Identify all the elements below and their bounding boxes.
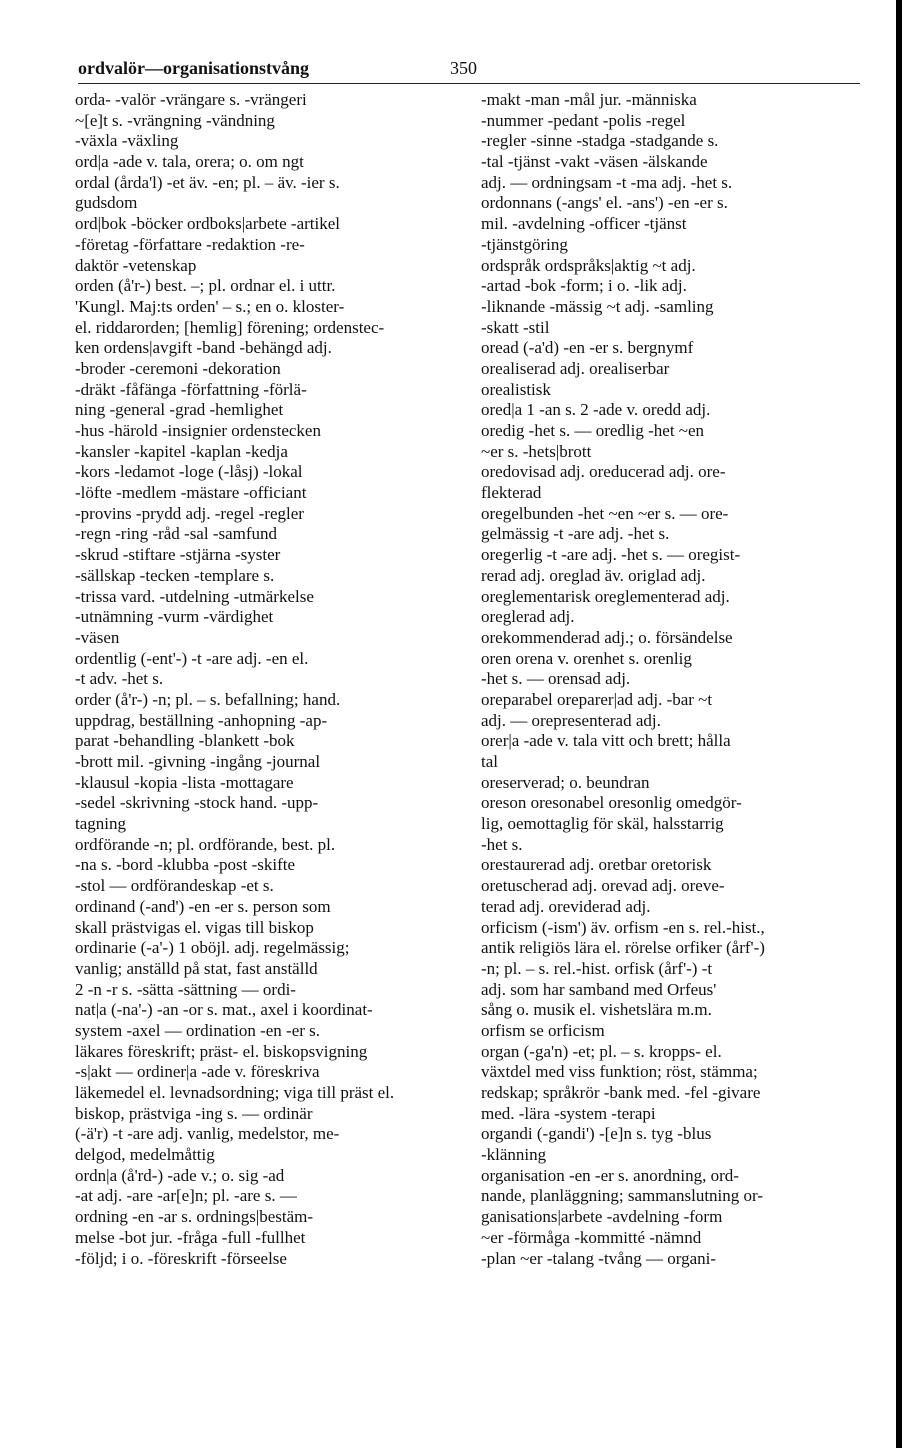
dictionary-line: oregerlig -t -are adj. -het s. — oregist- [481, 545, 741, 565]
page-border [896, 0, 902, 1448]
dictionary-line: 2 -n -r s. -sätta -sättning — ordi- [75, 979, 296, 999]
dictionary-line: ored|a 1 -an s. 2 -ade v. oredd adj. [481, 400, 711, 420]
dictionary-line: parat -behandling -blankett -bok [75, 731, 295, 751]
dictionary-line: terad adj. oreviderad adj. [481, 896, 651, 916]
running-header [78, 58, 860, 84]
dictionary-line: skall prästvigas el. vigas till biskop [75, 917, 314, 937]
dictionary-line: ord|a -ade v. tala, orera; o. om ngt [75, 152, 304, 172]
dictionary-line: adj. som har samband med Orfeus' [481, 979, 717, 999]
dictionary-line: växtdel med viss funktion; röst, stämma; [481, 1062, 758, 1082]
dictionary-line: -regn -ring -råd -sal -samfund [75, 524, 278, 544]
dictionary-line: ~er -förmåga -kommitté -nämnd [481, 1227, 702, 1247]
dictionary-line: -klausul -kopia -lista -mottagare [75, 772, 294, 792]
dictionary-line: -het s. [481, 834, 523, 854]
dictionary-line: nande, planläggning; sammanslutning or- [481, 1186, 763, 1206]
dictionary-line: -s|akt — ordiner|a -ade v. föreskriva [75, 1062, 320, 1082]
dictionary-line: oredig -het s. — oredlig -het ~en [481, 421, 705, 440]
dictionary-line: ordonnans (-angs' el. -ans') -en -er s. [481, 193, 728, 213]
dictionary-line: -artad -bok -form; i o. -lik adj. [481, 276, 687, 296]
dictionary-line: sång o. musik el. vishetslära m.m. [481, 1000, 712, 1020]
dictionary-line: organdi (-gandi') -[e]n s. tyg -blus [481, 1124, 712, 1144]
dictionary-line: (-ä'r) -t -are adj. vanlig, medelstor, me- [75, 1124, 340, 1144]
dictionary-line: rerad adj. oreglad äv. origlad adj. [481, 565, 706, 585]
dictionary-line: oreglementarisk oreglementerad adj. [481, 586, 730, 606]
dictionary-line: -skatt -stil [481, 317, 550, 337]
dictionary-line: -brott mil. -givning -ingång -journal [75, 752, 321, 771]
dictionary-line: orfism se orficism [481, 1020, 605, 1040]
dictionary-line: ganisations|arbete -avdelning -form [481, 1207, 723, 1227]
dictionary-line: -at adj. -are -ar[e]n; pl. -are s. — [75, 1186, 297, 1206]
dictionary-line: -sällskap -tecken -templare s. [75, 565, 275, 585]
dictionary-line: ning -general -grad -hemlighet [75, 400, 284, 420]
dictionary-line: -regler -sinne -stadga -stadgande s. [481, 131, 719, 151]
dictionary-line: ordentlig (-ent'-) -t -are adj. -en el. [75, 648, 309, 668]
dictionary-line: orealiserad adj. orealiserbar [481, 358, 670, 378]
dictionary-line: oren orena v. orenhet s. orenlig [481, 648, 692, 668]
dictionary-line: med. -lära -system -terapi [481, 1103, 656, 1123]
dictionary-line: ordning -en -ar s. ordnings|bestäm- [75, 1207, 314, 1227]
page-number: 350 [450, 58, 477, 78]
left-column [75, 90, 451, 1420]
dictionary-line: läkares föreskrift; präst- el. biskopsvigning [75, 1041, 368, 1061]
dictionary-line: oreparabel oreparer|ad adj. -bar ~t [481, 689, 713, 709]
dictionary-line: biskop, prästviga -ing s. — ordinär [75, 1103, 313, 1123]
dictionary-line: -tal -tjänst -vakt -väsen -älskande [481, 152, 708, 172]
dictionary-line: delgod, medelmåttig [75, 1145, 215, 1165]
dictionary-line: orealistisk [481, 379, 551, 399]
dictionary-line: vanlig; anställd på stat, fast anställd [75, 958, 318, 978]
dictionary-line: -följd; i o. -föreskrift -förseelse [75, 1248, 287, 1268]
dictionary-line: oredovisad adj. oreducerad adj. ore- [481, 462, 726, 482]
dictionary-line: -hus -härold -insignier ordenstecken [75, 421, 321, 440]
dictionary-line: oretuscherad adj. orevad adj. oreve- [481, 876, 725, 896]
dictionary-line: oreson oresonabel oresonlig omedgör- [481, 793, 742, 813]
dictionary-line: -het s. — orensad adj. [481, 669, 631, 689]
dictionary-line: ken ordens|avgift -band -behängd adj. [75, 338, 332, 358]
running-title: ordvalör—organisationstvång [78, 58, 310, 78]
dictionary-line: orficism (-ism') äv. orfism -en s. rel.-hist., [481, 917, 765, 937]
right-column [481, 90, 857, 1420]
dictionary-line: -stol — ordförandeskap -et s. [75, 876, 274, 896]
dictionary-line: -kansler -kapitel -kaplan -kedja [75, 441, 288, 461]
dictionary-line: nat|a (-na'-) -an -or s. mat., axel i koordinat- [75, 1000, 373, 1020]
dictionary-line: -växla -växling [75, 131, 179, 151]
dictionary-line: uppdrag, beställning -anhopning -ap- [75, 710, 328, 730]
dictionary-line: orestaurerad adj. oretbar oretorisk [481, 855, 712, 875]
dictionary-line: ordinand (-and') -en -er s. person som [75, 896, 331, 916]
dictionary-line: -klänning [481, 1145, 547, 1165]
dictionary-line: -kors -ledamot -loge (-låsj) -lokal [75, 462, 303, 482]
dictionary-line: mil. -avdelning -officer -tjänst [481, 214, 687, 234]
dictionary-line: orden (å'r-) best. –; pl. ordnar el. i uttr. [75, 276, 336, 296]
dictionary-line: -makt -man -mål jur. -människa [481, 90, 697, 109]
dictionary-line: organ (-ga'n) -et; pl. – s. kropps- el. [481, 1041, 722, 1061]
dictionary-line: orer|a -ade v. tala vitt och brett; hålla [481, 731, 731, 751]
dictionary-line: ord|bok -böcker ordboks|arbete -artikel [75, 214, 341, 234]
dictionary-line: -utnämning -vurm -värdighet [75, 607, 274, 627]
dictionary-line: -n; pl. – s. rel.-hist. orfisk (årf'-) -t [481, 958, 713, 978]
dictionary-line: organisation -en -er s. anordning, ord- [481, 1165, 739, 1185]
dictionary-line: redskap; språkrör -bank med. -fel -givare [481, 1083, 761, 1102]
dictionary-line: ordinarie (-a'-) 1 oböjl. adj. regelmässig; [75, 938, 350, 958]
dictionary-line: -trissa vard. -utdelning -utmärkelse [75, 586, 314, 606]
dictionary-line: melse -bot jur. -fråga -full -fullhet [75, 1227, 306, 1247]
dictionary-line: tagning [75, 814, 126, 834]
dictionary-line: system -axel — ordination -en -er s. [75, 1020, 321, 1040]
dictionary-line: gudsdom [75, 193, 138, 213]
dictionary-line: adj. — ordningsam -t -ma adj. -het s. [481, 172, 733, 192]
dictionary-line: ~[e]t s. -vrängning -vändning [75, 110, 275, 130]
dictionary-line: lig, oemottaglig för skäl, halsstarrig [481, 814, 724, 834]
dictionary-line: flekterad [481, 483, 542, 503]
dictionary-line: -dräkt -fåfänga -författning -förlä- [75, 379, 307, 399]
dictionary-line: ordförande -n; pl. ordförande, best. pl. [75, 834, 336, 854]
dictionary-line: antik religiös lära el. rörelse orfiker (årf'-) [481, 938, 765, 958]
dictionary-line: -tjänstgöring [481, 234, 568, 254]
dictionary-line: -skrud -stiftare -stjärna -syster [75, 545, 281, 565]
dictionary-line: tal [481, 752, 498, 771]
dictionary-line: -t adv. -het s. [75, 669, 164, 689]
dictionary-line: -nummer -pedant -polis -regel [481, 110, 686, 130]
dictionary-line: ordn|a (å'rd-) -ade v.; o. sig -ad [75, 1165, 285, 1185]
dictionary-line: -provins -prydd adj. -regel -regler [75, 503, 304, 523]
header-rule [78, 83, 860, 84]
dictionary-line: ordal (årda'l) -et äv. -en; pl. – äv. -ier s. [75, 172, 340, 192]
dictionary-line: order (å'r-) -n; pl. – s. befallning; hand. [75, 689, 341, 709]
dictionary-line: el. riddarorden; [hemlig] förening; ordenstec- [75, 317, 385, 337]
dictionary-line: oread (-a'd) -en -er s. bergnymf [481, 338, 694, 358]
dictionary-line: -broder -ceremoni -dekoration [75, 358, 281, 378]
dictionary-line: orekommenderad adj.; o. försändelse [481, 627, 733, 647]
dictionary-line: ~er s. -hets|brott [481, 441, 592, 461]
dictionary-line: läkemedel el. levnadsordning; viga till präst el. [75, 1083, 395, 1102]
dictionary-line: gelmässig -t -are adj. -het s. [481, 524, 670, 544]
dictionary-line: -löfte -medlem -mästare -officiant [75, 483, 307, 503]
dictionary-line: ordspråk ordspråks|aktig ~t adj. [481, 255, 696, 275]
dictionary-line: 'Kungl. Maj:ts orden' – s.; en o. kloster- [75, 296, 345, 316]
dictionary-line: daktör -vetenskap [75, 255, 197, 275]
dictionary-line: -na s. -bord -klubba -post -skifte [75, 855, 296, 875]
dictionary-line: -väsen [75, 627, 120, 647]
dictionary-line: -plan ~er -talang -tvång — organi- [481, 1248, 716, 1268]
dictionary-line: oreglerad adj. [481, 607, 575, 627]
dictionary-line: -liknande -mässig ~t adj. -samling [481, 296, 714, 316]
dictionary-line: orda- -valör -vrängare s. -vrängeri [75, 90, 307, 109]
dictionary-line: -företag -författare -redaktion -re- [75, 234, 305, 254]
dictionary-line: oregelbunden -het ~en ~er s. — ore- [481, 503, 729, 523]
dictionary-line: adj. — orepresenterad adj. [481, 710, 661, 730]
dictionary-line: oreserverad; o. beundran [481, 772, 650, 792]
dictionary-line: -sedel -skrivning -stock hand. -upp- [75, 793, 319, 813]
